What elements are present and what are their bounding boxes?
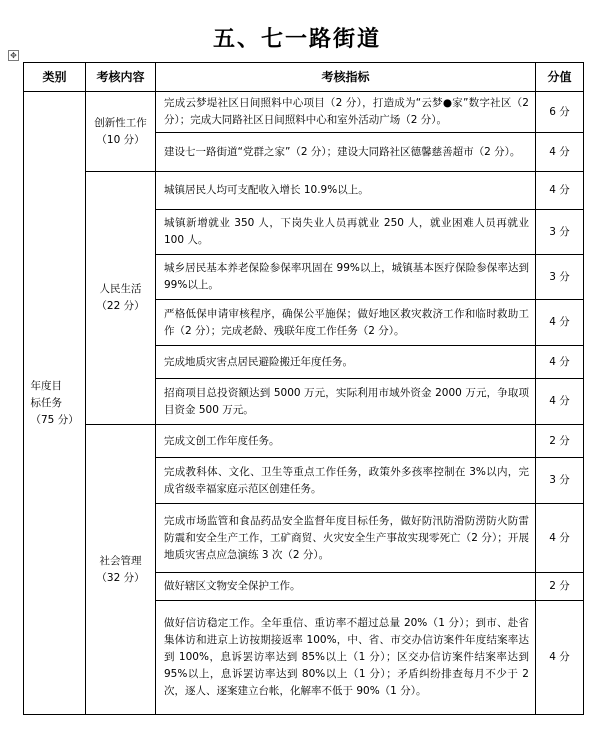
indicator-cell: 完成文创工作年度任务。: [156, 425, 536, 458]
category-points: （75 分）: [30, 413, 79, 426]
header-row: [24, 63, 584, 92]
category-label: 年度目: [30, 379, 62, 392]
score-cell: 4 分: [536, 300, 584, 346]
header-category: 类别: [24, 63, 86, 92]
content-cell: [86, 425, 156, 715]
header-content: 考核内容: [86, 63, 156, 92]
content-cell: [86, 92, 156, 172]
content-points: （10 分）: [96, 133, 145, 146]
indicator-cell: 做好辖区文物安全保护工作。: [156, 573, 536, 601]
score-cell: 4 分: [536, 601, 584, 715]
indicator-cell: 完成地质灾害点居民避险搬迁年度任务。: [156, 346, 536, 379]
content-points: （32 分）: [96, 571, 145, 584]
score-cell: 2 分: [536, 573, 584, 601]
page-title: 五、七一路街道: [212, 26, 381, 52]
score-cell: 4 分: [536, 172, 584, 210]
indicator-cell: 城镇新增就业 350 人，下岗失业人员再就业 250 人，就业困难人员再就业 100 人。: [156, 210, 536, 255]
table-row: [24, 92, 584, 133]
score-cell: 3 分: [536, 255, 584, 300]
content-cell: [86, 172, 156, 425]
header-indicator: 考核指标: [156, 63, 536, 92]
score-cell: 4 分: [536, 504, 584, 573]
score-cell: 3 分: [536, 458, 584, 504]
score-cell: 4 分: [536, 133, 584, 172]
table-move-handle-icon[interactable]: ✥: [8, 50, 19, 61]
indicator-cell: 完成市场监管和食品药品安全监督年度目标任务，做好防汛防滑防涝防火防雷防震和安全生产工作，工矿商贸、火灾安全生产事故实现零死亡（2 分）；开展地质灾害点应急演练 3 次（2 分）。: [156, 504, 536, 573]
indicator-cell: 城乡居民基本养老保险参保率巩固在 99%以上，城镇基本医疗保险参保率达到 99%以上。: [156, 255, 536, 300]
content-name: 社会管理: [99, 554, 142, 567]
indicator-cell: 城镇居民人均可支配收入增长 10.9%以上。: [156, 172, 536, 210]
indicator-cell: 做好信访稳定工作。全年重信、重访率不超过总量 20%（1 分）；到市、赴省集体访和进京上访按期接返率 100%，中、省、市交办信访案件年度结案率达到 100%，息诉罢访率达到 85%以上（1 分）；区交办信访案件结案率达到 95%以上，息诉罢访率达到 80%以上（1 分）；矛盾纠纷排查每月不少于 2 次，逐人、逐案建立台帐，化解率不低于 90%（1 分）。: [156, 601, 536, 715]
score-cell: 6 分: [536, 92, 584, 133]
indicator-cell: 完成教科体、文化、卫生等重点工作任务，政策外多孩率控制在 3%以内，完成省级幸福家庭示范区创建任务。: [156, 458, 536, 504]
score-cell: 2 分: [536, 425, 584, 458]
header-score: 分值: [536, 63, 584, 92]
content-name: 人民生活: [99, 283, 142, 295]
indicator-cell: 招商项目总投资额达到 5000 万元，实际利用市域外资金 2000 万元，争取项目资金 500 万元。: [156, 379, 536, 425]
table-row: [24, 172, 584, 210]
table-row: [24, 425, 584, 458]
content-name: 创新性工作: [94, 116, 147, 129]
category-cell: [24, 92, 86, 715]
indicator-cell: 建设七一路街道“党群之家”（2 分）；建设大同路社区德馨慈善超市（2 分）。: [156, 133, 536, 172]
score-cell: 4 分: [536, 346, 584, 379]
score-cell: 3 分: [536, 210, 584, 255]
indicator-cell: 严格低保申请审核程序，确保公平施保；做好地区救灾救济工作和临时救助工作（2 分）；完成老龄、残联年度工作任务（2 分）。: [156, 300, 536, 346]
category-label: 标任务: [30, 396, 62, 409]
content-points: （22 分）: [96, 300, 145, 312]
indicator-cell: 完成云梦堤社区日间照料中心项目（2 分），打造成为“云梦●家”数字社区（2 分）；完成大同路社区日间照料中心和室外活动广场（2 分）。: [156, 92, 536, 133]
assessment-table: [23, 62, 584, 715]
score-cell: 4 分: [536, 379, 584, 425]
